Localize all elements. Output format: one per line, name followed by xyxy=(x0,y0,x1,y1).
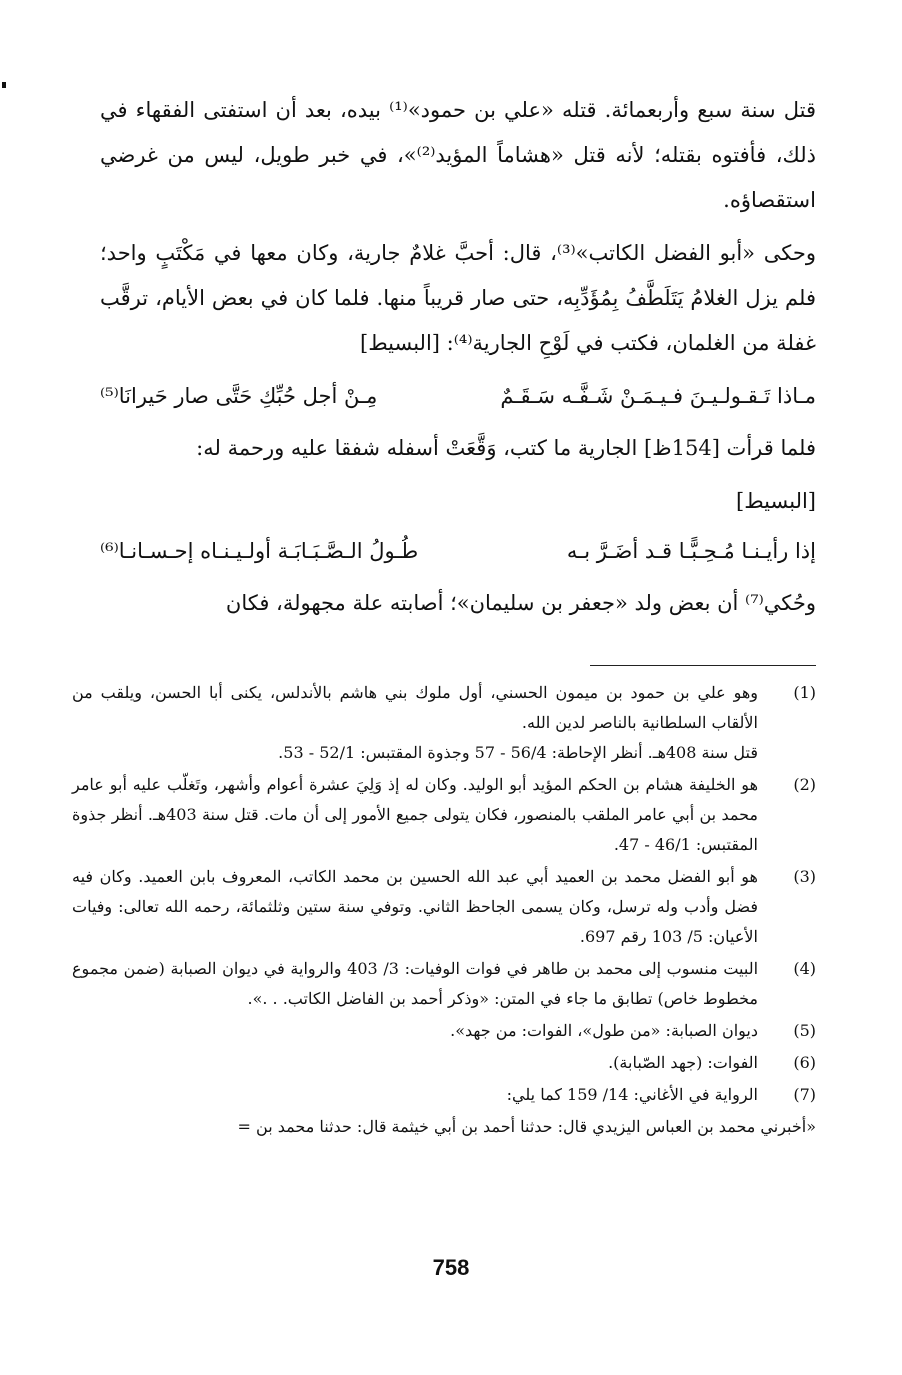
verse-1-first-hemistich: مـاذا تَـقـولـيـنَ فـيـمَـنْ شَـفَّـه سَـقَـمٌ xyxy=(500,384,816,408)
footnote-number: (4) xyxy=(793,959,816,978)
footnote-body xyxy=(72,954,758,1014)
verse-2 xyxy=(100,529,816,573)
verse-2-first-hemistich: إذا رأيـنـا مُـحِـبًّـا قـد أضَـرَّ بـه xyxy=(566,539,816,563)
footnote-line: قتل سنة 408هـ. أنظر الإحاطة: 56/4 - 57 وجذوة المقتبس: 52/1 - 53. xyxy=(278,743,758,762)
footnote-body xyxy=(72,1016,758,1046)
scan-edge-mark xyxy=(2,82,6,88)
footnote-number: (3) xyxy=(793,867,816,886)
footnote xyxy=(72,678,816,768)
meter-label: [البسيط] xyxy=(736,489,816,513)
footnote-number: (6) xyxy=(793,1053,816,1072)
footnote-body xyxy=(72,678,758,768)
footnote-line: الفوات: (جهد الصّبابة). xyxy=(608,1053,758,1072)
paragraph-4: وحُكي⁽⁷⁾ أن بعض ولد «جعفر بن سليمان»؛ أصابته علة مجهولة، فكان xyxy=(225,591,816,615)
footnote-line: ديوان الصبابة: «من طول»، الفوات: من جهد». xyxy=(450,1021,758,1040)
footnote-line: الرواية في الأغاني: 14/ 159 كما يلي: xyxy=(506,1085,758,1104)
footnote-body xyxy=(72,862,758,952)
footnote-number: (7) xyxy=(793,1085,816,1104)
footnote-line: وهو علي بن حمود بن ميمون الحسني، أول ملوك بني هاشم بالأندلس، يكنى أبا الحسن، ويلقب من الألقاب السلطانية بالناصر لدين الله. xyxy=(72,683,758,732)
footnote-separator xyxy=(590,665,816,666)
verse-2-second-hemistich: طُـولُ الـصَّـبَـابَـة أولـيـنـاه إحـسـانـا⁽⁶⁾ xyxy=(100,539,419,563)
footnote-number: (2) xyxy=(793,775,816,794)
footnote-line: هو الخليفة هشام بن الحكم المؤيد أبو الوليد. وكان له إذ وَلِيَ عشرة أعوام وأشهر، وتَغلّب عليه أبو عامر محمد بن أبي عامر الملقب بالمنصور، فكان يتولى جميع الأمور إلى أن مات. قتل سنة 403هـ. أنظر جذوة المقتبس: 46/1 - 47. xyxy=(72,775,759,854)
footnote-number: (1) xyxy=(793,683,816,702)
footnote xyxy=(72,954,816,1014)
footnote xyxy=(72,770,816,860)
paragraph-3: فلما قرأت [154ظ] الجارية ما كتب، وَقَّعَتْ أسفله شفقا عليه ورحمة له: xyxy=(196,436,816,460)
footnote-number: (5) xyxy=(793,1021,816,1040)
verse-1 xyxy=(100,374,816,418)
footnote xyxy=(72,1080,816,1110)
footnote-body xyxy=(72,770,758,860)
page-number: 758 xyxy=(432,1255,470,1280)
footnote xyxy=(72,862,816,952)
main-text xyxy=(100,88,816,634)
footnotes xyxy=(72,678,816,1142)
paragraph-2: وحكى «أبو الفضل الكاتب»⁽³⁾، قال: أحبَّ غلامٌ جارية، وكان معها في مَكْتَبٍ واحد؛ فلم يزل الغلامُ يَتَلَطَّفُ بِمُؤَدِّبِه، حتى صار قريباً منها. فلما كان في بعض الأيام، ترقَّب غفلة من الغلمان، فكتب في لَوْحِ الجارية⁽⁴⁾: [البسيط] xyxy=(100,241,816,355)
footnote-body xyxy=(72,1080,758,1110)
footnote xyxy=(72,1016,816,1046)
footnote-line: هو أبو الفضل محمد بن العميد أبي عبد الله الحسين بن محمد الكاتب، المعروف بابن العميد. وكان فيه فضل وأدب وله ترسل، وكان يسمى الجاحظ الثاني. وتوفي سنة ستين وثلثمائة، رحمه الله تعالى: وفيات الأعيان: 5/ 103 رقم 697. xyxy=(72,867,758,946)
footnote-continuation: «أخبرني محمد بن العباس اليزيدي قال: حدثنا أحمد بن أبي خيثمة قال: حدثنا محمد بن = xyxy=(237,1117,816,1136)
verse-1-second-hemistich: مِـنْ أجل حُبِّكِ حَتَّى صار حَيرانَا⁽⁵⁾ xyxy=(100,384,378,408)
footnote-body xyxy=(72,1048,758,1078)
paragraph-1: قتل سنة سبع وأربعمائة. قتله «علي بن حمود»⁽¹⁾ بيده، بعد أن استفتى الفقهاء في ذلك، فأفتوه بقتله؛ لأنه قتل «هشاماً المؤيد⁽²⁾»، في خبر طويل، ليس من غرضي استقصاؤه. xyxy=(100,98,816,212)
footnote-line: البيت منسوب إلى محمد بن طاهر في فوات الوفيات: 3/ 403 والرواية في ديوان الصبابة (ضمن مجموع مخطوط خاص) تطابق ما جاء في المتن: «وذكر أحمد بن الفاضل الكاتب. . .». xyxy=(72,959,759,1008)
footnote xyxy=(72,1048,816,1078)
